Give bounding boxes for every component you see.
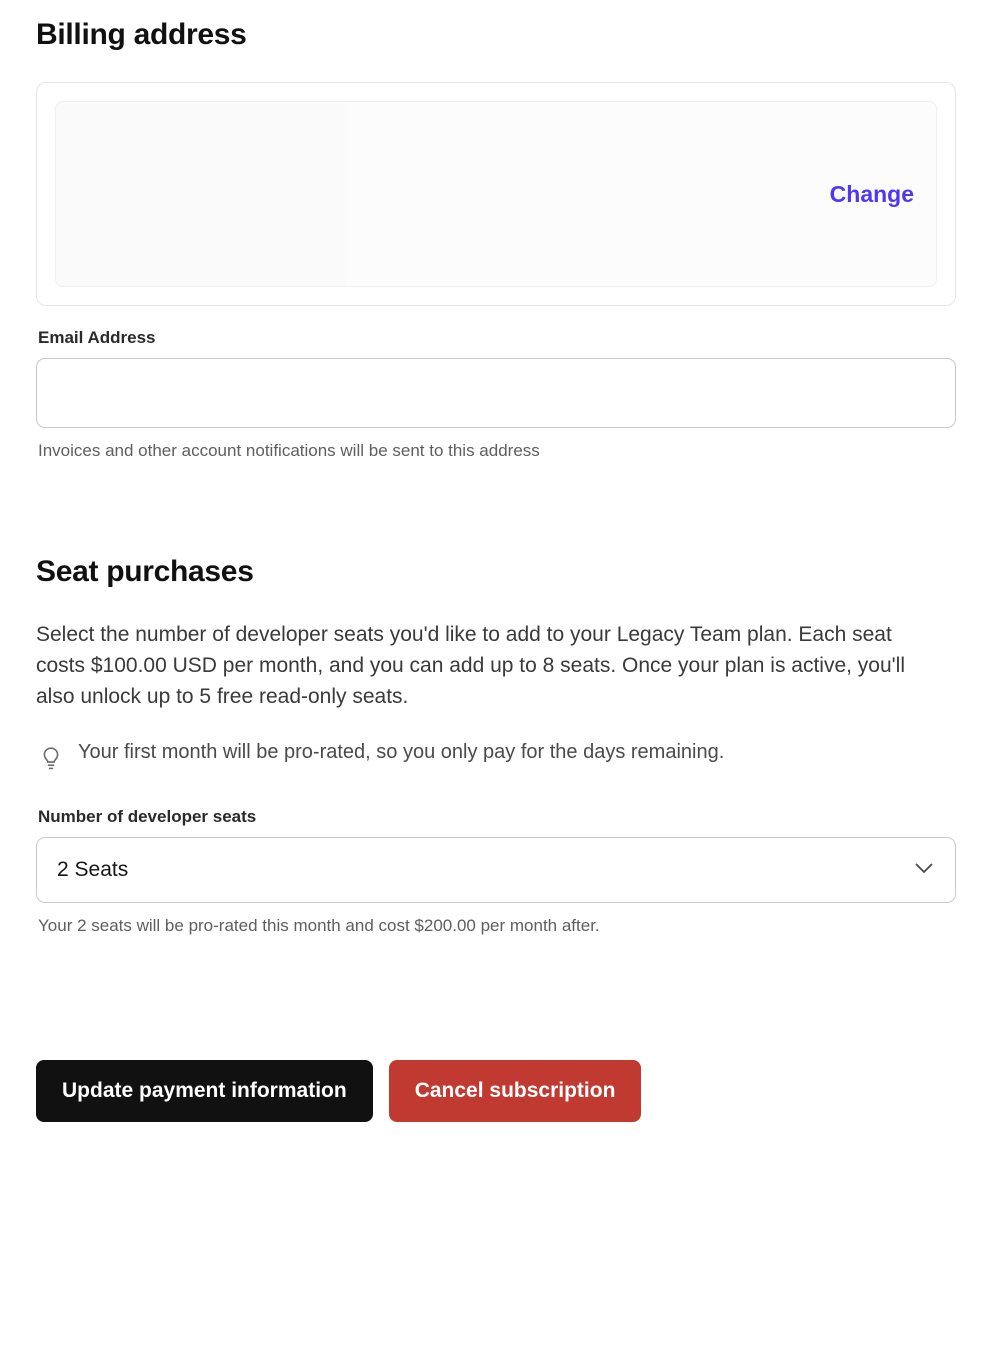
seat-purchases-description: Select the number of developer seats you'd like to add to your Legacy Team plan. Each seat costs $100.00 USD per month, and you can add up to 8 seats. Once your plan is active, you'll also unlock up to 5 free read-only seats. [36,622,906,709]
seat-select-help-text: Your 2 seats will be pro-rated this month and cost $200.00 per month after. [38,916,600,936]
seat-select-wrapper [36,837,956,903]
email-address-label: Email Address [38,328,156,347]
lightbulb-icon [40,746,62,777]
billing-address-card [36,82,956,306]
pro-rate-tip-text: Your first month will be pro-rated, so you only pay for the days remaining. [78,741,725,764]
seat-purchases-title: Seat purchases [36,554,254,588]
email-help-text: Invoices and other account notifications will be sent to this address [38,441,540,460]
seat-select-label: Number of developer seats [38,807,257,827]
seat-count-select[interactable] [36,837,956,903]
seat-count-selected-value: 2 Seats [57,858,129,882]
pro-rate-tip [40,738,930,777]
email-address-input[interactable] [36,358,956,428]
page-title: Billing address [36,18,247,51]
seat-purchases-section [36,555,956,938]
cancel-subscription-button[interactable]: Cancel subscription [389,1060,642,1122]
change-address-link[interactable]: Change [829,180,914,207]
billing-address-display [55,101,937,287]
update-payment-information-button[interactable]: Update payment information [36,1060,373,1122]
action-buttons [36,1060,956,1122]
